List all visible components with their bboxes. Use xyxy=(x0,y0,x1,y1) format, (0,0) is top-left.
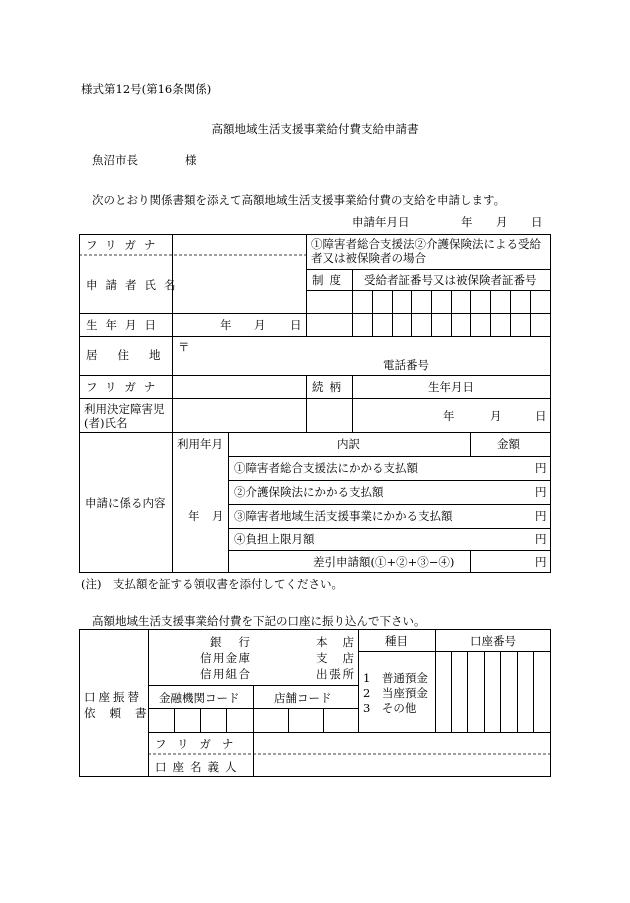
bank-section-label-1: 口座振替 xyxy=(84,690,142,704)
account-number-label: 口座番号 xyxy=(470,634,516,648)
birth-month: 月 xyxy=(254,318,266,332)
form-title: 高額地域生活支援事業給付費支給申請書 xyxy=(211,122,419,136)
claim-row-unit: 円 xyxy=(535,509,547,523)
receipt-note: (注) 支払額を証する領収書を添付してください。 xyxy=(81,577,343,591)
applicant-furigana-label: フリガナ xyxy=(86,238,164,252)
claim-row-unit: 円 xyxy=(535,485,547,499)
user-birth-year: 年 xyxy=(443,409,455,423)
branch-type-option: 本店 xyxy=(316,635,354,649)
certificate-number-label: 受給者証番号又は被保険者証番号 xyxy=(364,273,537,287)
claim-row-unit: 円 xyxy=(535,555,547,569)
period-year: 年 xyxy=(188,509,200,523)
birth-year: 年 xyxy=(220,318,232,332)
account-type-option: 2 当座預金 xyxy=(363,686,428,700)
claim-row-unit: 円 xyxy=(535,461,547,475)
account-type-option: 3 その他 xyxy=(363,701,417,715)
holder-furigana-label: フリガナ xyxy=(155,737,245,751)
transfer-intro: 高額地域生活支援事業給付費を下記の口座に振り込んで下さい。 xyxy=(92,614,426,628)
user-birth-day: 日 xyxy=(535,409,547,423)
claim-row-unit: 円 xyxy=(535,532,547,546)
account-holder-label: 口座名義人 xyxy=(155,760,243,774)
col-detail: 内訳 xyxy=(337,437,360,451)
col-amount: 金額 xyxy=(497,437,520,451)
application-year: 年 xyxy=(461,215,473,229)
phone-label: 電話番号 xyxy=(383,358,429,372)
claim-row-label: 差引申請額(①+②+③−④) xyxy=(313,555,455,569)
address-label: 居住地 xyxy=(86,348,181,362)
form-number: 様式第12号(第16条関係) xyxy=(81,82,212,96)
claim-section-label: 申請に係る内容 xyxy=(85,496,166,510)
insurance-note: ①障害者総合支援法②介護保険法による受給者又は被保険者の場合 xyxy=(311,237,541,265)
user-birthdate-label: 生年月日 xyxy=(428,380,474,394)
claim-row-label: ③障害者地域生活支援事業にかかる支払額 xyxy=(234,509,453,523)
user-birth-month: 月 xyxy=(490,409,502,423)
applicant-name-label: 申請者氏名 xyxy=(86,278,184,292)
col-period: 利用年月 xyxy=(177,437,223,451)
claim-row-label: ④負担上限月額 xyxy=(234,532,315,546)
bank-section-label-2: 依頼書 xyxy=(84,706,161,720)
claim-row-label: ①障害者総合支援法にかかる支払額 xyxy=(234,461,418,475)
birth-day: 日 xyxy=(290,318,302,332)
relation-label: 続柄 xyxy=(312,380,347,394)
period-month: 月 xyxy=(212,509,224,523)
bank-furigana-divider xyxy=(148,753,551,755)
system-label: 制度 xyxy=(312,273,347,287)
bank-type-option: 銀行 xyxy=(210,635,250,649)
branch-type-option: 出張所 xyxy=(316,667,354,681)
application-date-label: 申請年月日 xyxy=(352,215,410,229)
addressee-name: 魚沼市長 xyxy=(92,153,138,167)
postal-mark: 〒 xyxy=(178,340,190,354)
claim-row-label: ②介護保険法にかかる支払額 xyxy=(234,485,384,499)
user-furigana-label: フリガナ xyxy=(86,380,164,394)
birthdate-label: 生年月日 xyxy=(86,318,164,332)
account-type-label: 種目 xyxy=(385,634,408,648)
user-name-label: 利用決定障害児(者)氏名 xyxy=(84,402,165,430)
branch-type-option: 支店 xyxy=(316,651,354,665)
furigana-divider xyxy=(79,254,307,256)
application-day: 日 xyxy=(531,215,543,229)
bank-code-label: 金融機関コード xyxy=(159,691,240,705)
bank-type-option: 信用組合 xyxy=(200,667,250,681)
addressee-honorific: 様 xyxy=(185,153,197,167)
application-month: 月 xyxy=(496,215,508,229)
bank-type-option: 信用金庫 xyxy=(200,651,250,665)
intro-text: 次のとおり関係書類を添えて高額地域生活支援事業給付費の支給を申請します。 xyxy=(92,193,506,207)
branch-code-label: 店舗コード xyxy=(274,691,332,705)
account-type-option: 1 普通預金 xyxy=(363,671,428,685)
